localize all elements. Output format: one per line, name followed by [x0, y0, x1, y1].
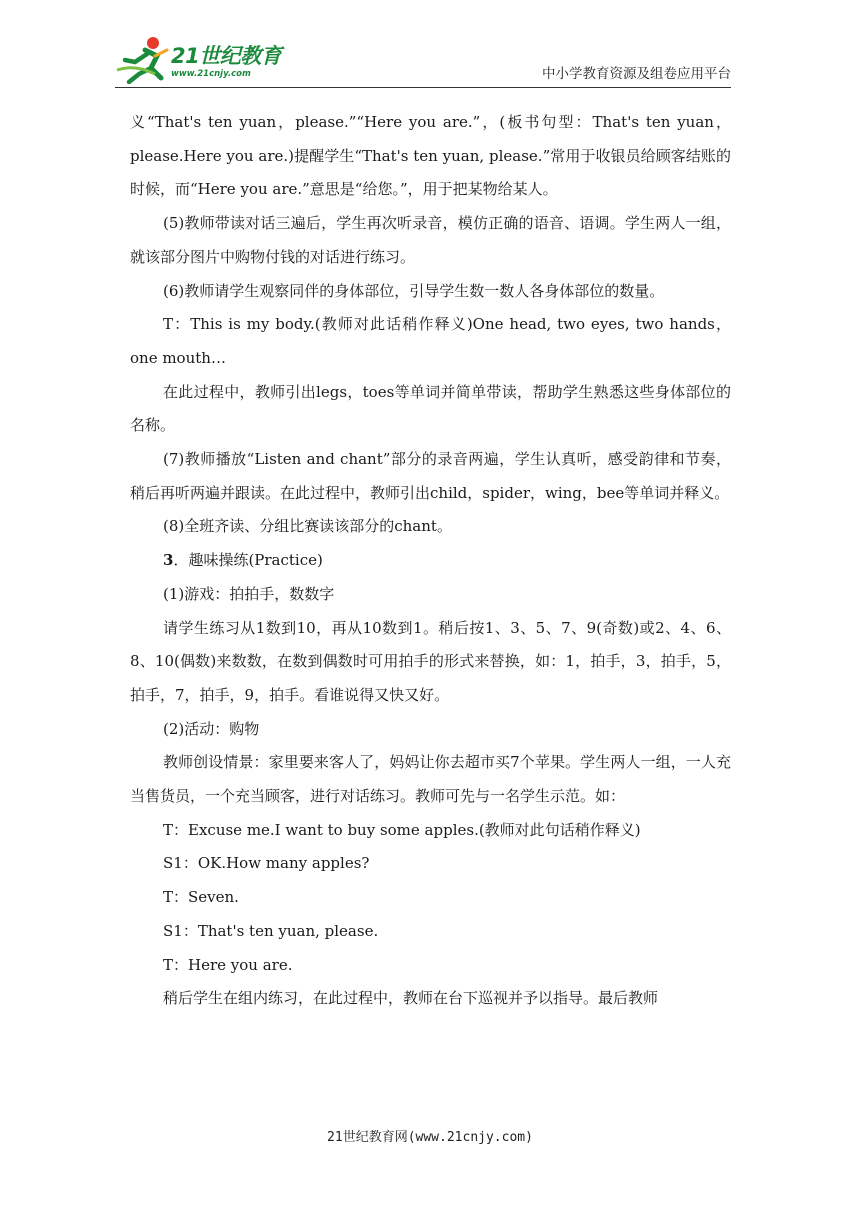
paragraph: (5)教师带读对话三遍后，学生再次听录音，模仿正确的语音、语调。学生两人一组，就该部分图片中购物付钱的对话进行练习。 [130, 214, 731, 266]
paragraph: (1)游戏：拍拍手，数数字 [163, 584, 335, 603]
dialogue-line: S1：That's ten yuan, please. [163, 921, 379, 940]
site-logo[interactable] [115, 34, 290, 84]
paragraph: (8)全班齐读、分组比赛读该部分的chant。 [163, 517, 452, 536]
page-footer: 21世纪教育网(www.21cnjy.com) [327, 1130, 533, 1145]
section-number: 3 [163, 551, 174, 570]
dialogue-line: T：Excuse me.I want to buy some apples.(教师对此句话稍作释义) [163, 820, 641, 839]
paragraph: 在此过程中，教师引出legs，toes等单词并简单带读，帮助学生熟悉这些身体部位的名称。 [130, 382, 731, 435]
section-title: ．趣味操练(Practice) [173, 551, 323, 570]
dialogue-line: T：Here you are. [163, 955, 293, 974]
document-body [130, 106, 731, 1016]
section-heading [130, 544, 731, 578]
header-divider [115, 87, 731, 88]
paragraph: (7)教师播放“Listen and chant”部分的录音两遍，学生认真听，感受韵律和节奏，稍后再听两遍并跟读。在此过程中，教师引出child，spider，wing，bee等单词并释义。 [130, 450, 731, 502]
dialogue-line: S1：OK.How many apples? [163, 854, 370, 873]
dialogue-line: T：Seven. [163, 888, 239, 907]
paragraph: 请学生练习从1数到10，再从10数到1。稍后按1、3、5、7、9(奇数)或2、4、6、8、10(偶数)来数数，在数到偶数时可用拍手的形式来替换，如：1，拍手，3，拍手，5，拍手，7，拍手，9，拍手。看谁说得又快又好。 [130, 618, 731, 704]
paragraph: (6)教师请学生观察同伴的身体部位，引导学生数一数人各身体部位的数量。 [163, 281, 665, 300]
paragraph: (2)活动：购物 [163, 719, 260, 738]
page-header [115, 30, 731, 88]
runner-logo-icon [115, 34, 171, 84]
paragraph: T：This is my body.(教师对此话稍作释义)One head, two eyes, two hands，one mouth… [130, 315, 731, 367]
logo-url: www.21cnjy.com [171, 69, 251, 79]
logo-text: 21世纪教育 [171, 44, 282, 68]
paragraph: 教师创设情景：家里要来客人了，妈妈让你去超市买7个苹果。学生两人一组，一人充当售货员，一个充当顾客，进行对话练习。教师可先与一名学生示范。如： [130, 753, 731, 806]
paragraph: 稍后学生在组内练习，在此过程中，教师在台下巡视并予以指导。最后教师 [163, 989, 659, 1008]
platform-title: 中小学教育资源及组卷应用平台 [542, 66, 731, 82]
paragraph: 义“That's ten yuan，please.”“Here you are.”，(板书句型：That's ten yuan，please.Here you are.)提醒学生“That's ten yuan, please.”常用于收银员给顾客结账的时候，而“Here you are.”意思是“给您。”，用于把某物给某人。 [130, 113, 731, 199]
